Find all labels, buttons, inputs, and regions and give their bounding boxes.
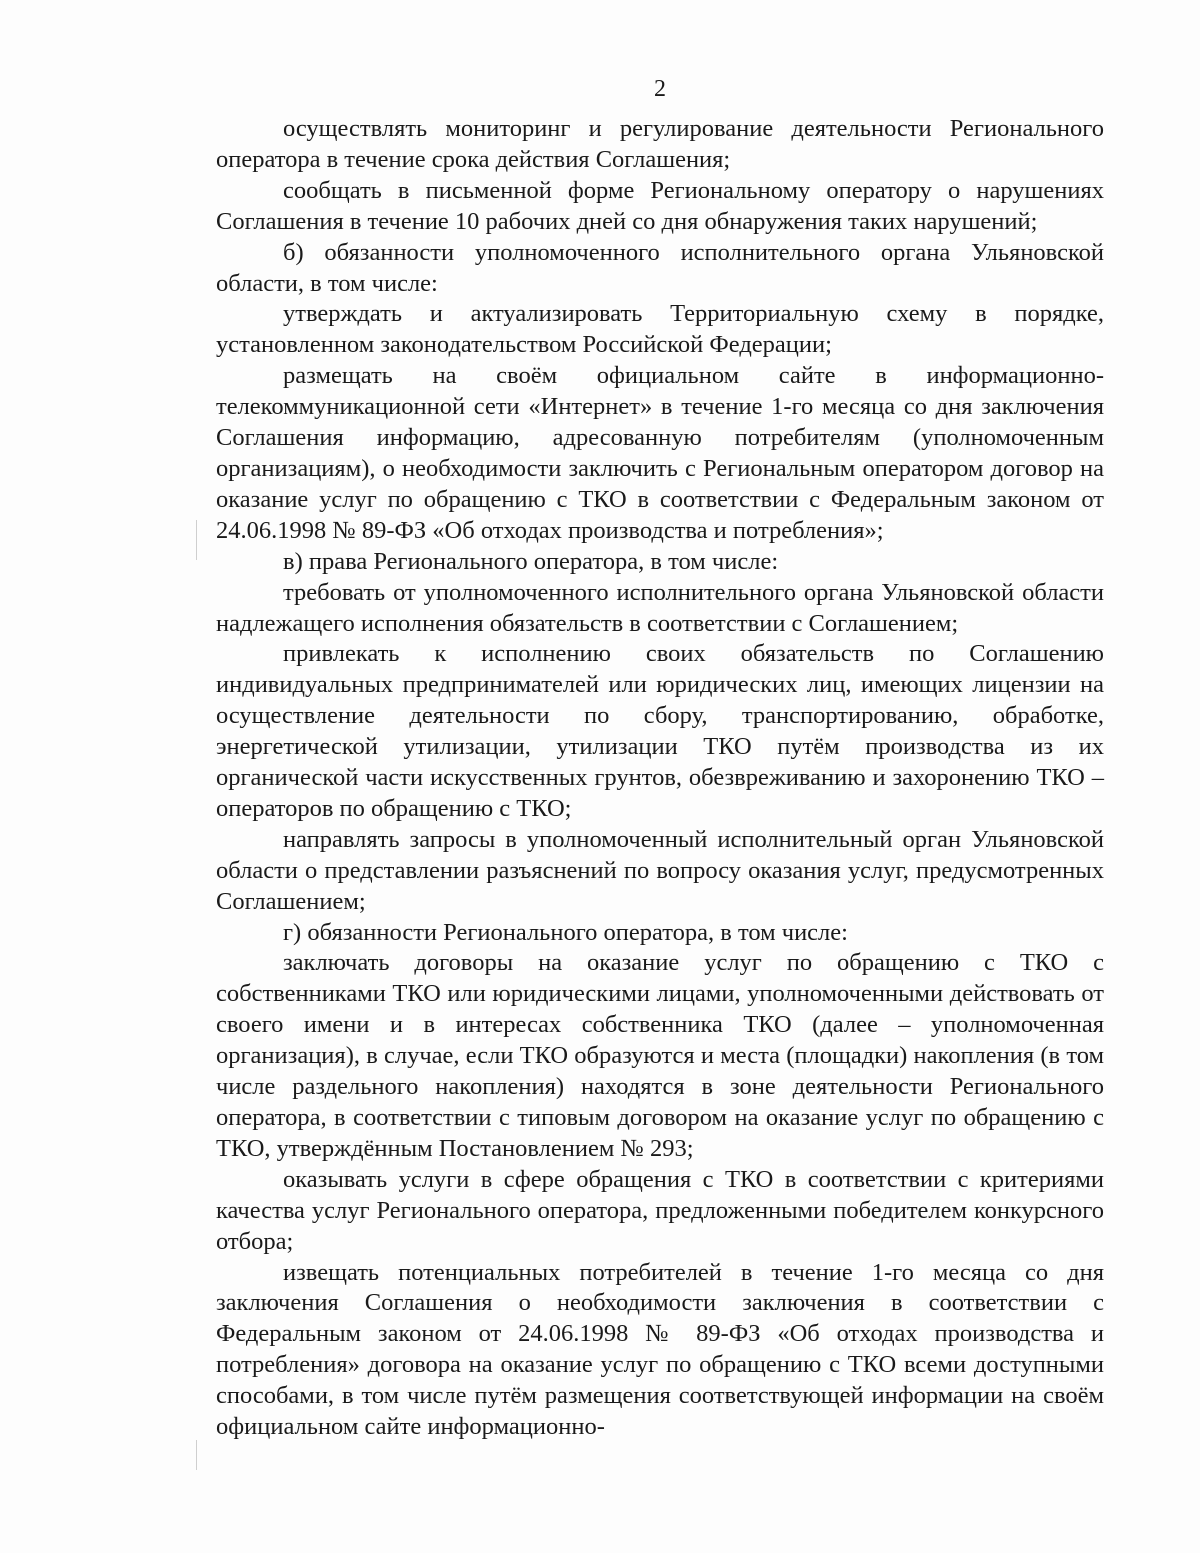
paragraph: утверждать и актуализировать Территориальную схему в порядке, установленном законодательством Российской Федерации; xyxy=(216,300,1104,359)
scan-artifact xyxy=(196,520,197,560)
paragraph: привлекать к исполнению своих обязательств по Соглашению индивидуальных предпринимателей или юридических лиц, имеющих лицензии на осуществление деятельности по сбору, транспортированию, обработке, энергетической утилизации, утилизации ТКО путём производства из их органической части искусственных грунтов, обезвреживанию и захоронению ТКО – операторов по обращению с ТКО; xyxy=(216,640,1104,822)
scan-artifact xyxy=(196,1440,197,1470)
paragraph: оказывать услуги в сфере обращения с ТКО в соответствии с критериями качества услуг Регионального оператора, предложенными победителем конкурсного отбора; xyxy=(216,1165,1104,1255)
paragraph: в) права Регионального оператора, в том числе: xyxy=(283,547,779,575)
document-body xyxy=(216,114,1104,1443)
paragraph: заключать договоры на оказание услуг по обращению с ТКО с собственниками ТКО или юридическими лицами, уполномоченными действовать от своего имени и в интересах собственника ТКО (далее – уполномоченная организация), в случае, если ТКО образуются и места (площадки) накопления (в том числе раздельного накопления) находятся в зоне деятельности Регионального оператора, в соответствии с типовым договором на оказание услуг по обращению с ТКО, утверждённым Постановлением № 293; xyxy=(216,949,1104,1162)
page-number: 2 xyxy=(654,76,666,102)
paragraph: извещать потенциальных потребителей в течение 1-го месяца со дня заключения Соглашения о необходимости заключения в соответствии с Федеральным законом от 24.06.1998 № 89-ФЗ «Об отходах производства и потребления» договора на оказание услуг по обращению с ТКО всеми доступными способами, в том числе путём размещения соответствующей информации на своём официальном сайте информационно- xyxy=(216,1258,1104,1441)
paragraph: размещать на своём официальном сайте в информационно-телекоммуникационной сети «Интернет» в течение 1-го месяца со дня заключения Соглашения информацию, адресованную потребителям (уполномоченным организациям), о необходимости заключить с Региональным оператором договор на оказание услуг по обращению с ТКО в соответствии с Федеральным законом от 24.06.1998 № 89-ФЗ «Об отходах производства и потребления»; xyxy=(216,362,1104,544)
paragraph: осуществлять мониторинг и регулирование деятельности Регионального оператора в течение срока действия Соглашения; xyxy=(216,115,1104,173)
paragraph: г) обязанности Регионального оператора, в том числе: xyxy=(283,918,848,946)
paragraph: направлять запросы в уполномоченный исполнительный орган Ульяновской области о представлении разъяснений по вопросу оказания услуг, предусмотренных Соглашением; xyxy=(216,825,1104,915)
paragraph: сообщать в письменной форме Региональному оператору о нарушениях Соглашения в течение 10 рабочих дней со дня обнаружения таких нарушений; xyxy=(216,176,1104,235)
paragraph: б) обязанности уполномоченного исполнительного органа Ульяновской области, в том числе: xyxy=(216,238,1104,297)
paragraph: требовать от уполномоченного исполнительного органа Ульяновской области надлежащего исполнения обязательств в соответствии с Соглашением; xyxy=(216,578,1104,637)
